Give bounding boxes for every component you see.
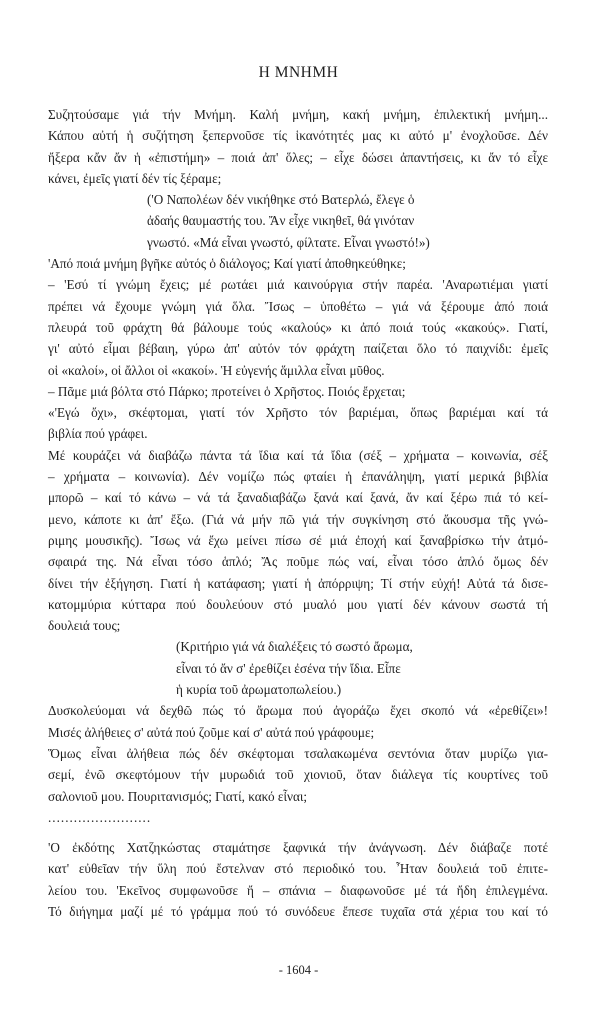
text-line: οἱ «καλοί», οἱ ἄλλοι οἱ «κακοί». Ἡ εὐγενής ἅμιλλα εἶναι μῦθος. bbox=[48, 362, 385, 378]
text-line: ἤξερα κἄν ἄν ἡ «ἐπιστήμη» – ποιά ἀπ' ὅλες; – εἶχε δώσει ἀπαντήσεις, κι ἄν τό εἶχε bbox=[48, 149, 548, 165]
text-line: γι' αὐτό εἶμαι βέβαιη, γύρω ἀπ' αὐτόν τόν φράχτη παίζεται ὅλο τό παιχνίδι: ἐμεῖς bbox=[48, 341, 548, 357]
text-line: κατ' εὐθεῖαν τήν ὕλη πού ἔστελναν στό περιοδικό του. Ἦταν δουλειά τοῦ ἐπιτε- bbox=[48, 861, 548, 877]
text-line: ριμης μουσικῆς). Ἴσως νά ἔχω μείνει πίσω σέ μιά ἐποχή καί ξαναβρίσκω τήν ἀτμό- bbox=[48, 532, 548, 548]
text-line: κατομμύρια κύτταρα πού δουλεύουν στό μυαλό μου γιατί δέν κάνουν σωστά τή bbox=[48, 596, 548, 612]
text-line: βιβλία πού γράφει. bbox=[48, 426, 148, 442]
text-body bbox=[48, 104, 548, 922]
text-line: μπορῶ – καί τό κάνω – νά τά ξαναδιαβάζω ξανά καί ξανά, ἄν καί ξέρω πιά τό κεί- bbox=[48, 490, 548, 506]
text-line: σαλονιοῦ μου. Πουριτανισμός; Γιατί, κακό εἶναι; bbox=[48, 788, 308, 804]
text-line: μενο, κάποτε κι ἀπ' ἔξω. (Γιά νά μήν πῶ γιά τήν συγκίνηση στό ἄκουσμα τῆς γνώ- bbox=[48, 511, 548, 527]
text-line: – χρήματα – κοινωνία). Δέν νομίζω πώς φταίει ἡ ἐπανάληψη, γιατί μερικά βιβλία bbox=[48, 469, 548, 485]
quote-line: (Κριτήριο γιά νά διαλέξεις τό σωστό ἄρωμα, bbox=[176, 639, 413, 655]
text-line: Δυσκολεύομαι νά δεχθῶ πώς τό ἄρωμα πού ἀγοράζω ἔχει σκοπό νά «ἐρεθίζει»! bbox=[48, 703, 548, 719]
text-line: δίνει τήν ἐξήγηση. Γιατί ἡ κατάφαση; γιατί ἡ ἀπόρριψη; Τί στήν εὐχή! Αὐτά τά δισε- bbox=[48, 575, 548, 591]
text-line: – 'Εσύ τί γνώμη ἔχεις; μέ ρωτάει μιά καινούργια στήν παρέα. 'Αναρωτιέμαι γιατί bbox=[48, 277, 548, 293]
page-number: - 1604 - bbox=[278, 963, 319, 977]
text-line: πρέπει νά ἔχουμε γνώμη γιά ὅλα. Ἴσως – ὑποθέτω – γιά νά ξέρουμε ἀπό ποιά bbox=[48, 298, 548, 314]
text-line: Κάπου αὐτή ἡ συζήτηση ξεπερνοῦσε τίς ἱκανότητές μας κι αὐτό μ' ἐνοχλοῦσε. Δέν bbox=[48, 128, 548, 144]
text-line: Μισές ἀλήθειες σ' αὐτά πού ζοῦμε καί σ' αὐτά πού γράφουμε; bbox=[48, 724, 375, 740]
page-title: Η ΜΝΗΜΗ bbox=[258, 64, 339, 81]
quote-line: εἶναι τό ἄν σ' ἐρεθίζει ἐσένα τήν ἴδια. Εἶπε bbox=[176, 660, 401, 676]
quote-line: ('Ο Ναπολέων δέν νικήθηκε στό Βατερλώ, ἔλεγε ὁ bbox=[147, 192, 415, 208]
text-line: 'Από ποιά μνήμη βγῆκε αὐτός ὁ διάλογος; Καί γιατί ἀποθηκεύθηκε; bbox=[48, 256, 406, 272]
text-line: Συζητούσαμε γιά τήν Μνήμη. Καλή μνήμη, κακή μνήμη, ἐπιλεκτική μνήμη... bbox=[48, 107, 548, 122]
text-line: Ὅμως εἶναι ἀλήθεια πώς δέν σκέφτομαι τσαλακωμένα σεντόνια ὅταν μυρίζω για- bbox=[48, 745, 548, 761]
text-line: – Πᾶμε μιά βόλτα στό Πάρκο; προτείνει ὁ Χρῆστος. Ποιός ἔρχεται; bbox=[48, 383, 406, 399]
quote-line: γνωστό. «Μά εἶναι γνωστό, φίλτατε. Εἶναι γνωστό!») bbox=[147, 234, 430, 250]
text-line: πλευρά τοῦ φράχτη θά βάλουμε τούς «καλούς» κι ἀπό ποιά τούς «κακούς». Γιατί, bbox=[48, 319, 548, 335]
section-separator: ........................ bbox=[48, 809, 152, 825]
text-line: «'Εγώ ὄχι», σκέφτομαι, γιατί τόν Χρῆστο τόν βαριέμαι, ὅπως βαριέμαι καί τά bbox=[48, 405, 548, 421]
text-line: κάνει, ἐμεῖς γιατί δέν τίς ξέραμε; bbox=[48, 170, 222, 186]
text-line: σεμί, ἐνῶ σκεφτόμουν τήν μυρωδιά τοῦ χιονιοῦ, ὅταν διάλεγα τίς κουρτίνες τοῦ bbox=[48, 767, 548, 783]
text-line: λείου του. 'Εκεῖνος συμφωνοῦσε ἤ – σπάνια – διαφωνοῦσε μέ τά ἤδη ἐπιλεγμένα. bbox=[48, 882, 548, 898]
text-line: Τό διήγημα μαζί μέ τό γράμμα πού τό συνόδευε ἔπεσε τυχαῖα στά χέρια του καί τό bbox=[48, 903, 548, 919]
text-line: 'Ο ἐκδότης Χατζηκώστας σταμάτησε ξαφνικά τήν ἀνάγνωση. Δέν διάβαζε ποτέ bbox=[48, 840, 548, 856]
text-line: Μέ κουράζει νά διαβάζω πάντα τά ἴδια καί τά ἴδια (σέξ – χρήματα – κοινωνία, σέξ bbox=[48, 447, 548, 463]
quote-line: ἡ κυρία τοῦ ἀρωματοπωλείου.) bbox=[176, 682, 342, 698]
text-line: σφαιρά της. Νά εἶναι τόσο ἁπλό; Ἄς ποῦμε πώς ναί, εἶναι τόσο ἁπλό ὅμως δέν bbox=[48, 554, 548, 570]
quote-line: ἀδαής θαυμαστής του. Ἄν εἶχε νικηθεῖ, θά γινόταν bbox=[147, 213, 415, 229]
text-line: δουλειά τους; bbox=[48, 618, 121, 634]
